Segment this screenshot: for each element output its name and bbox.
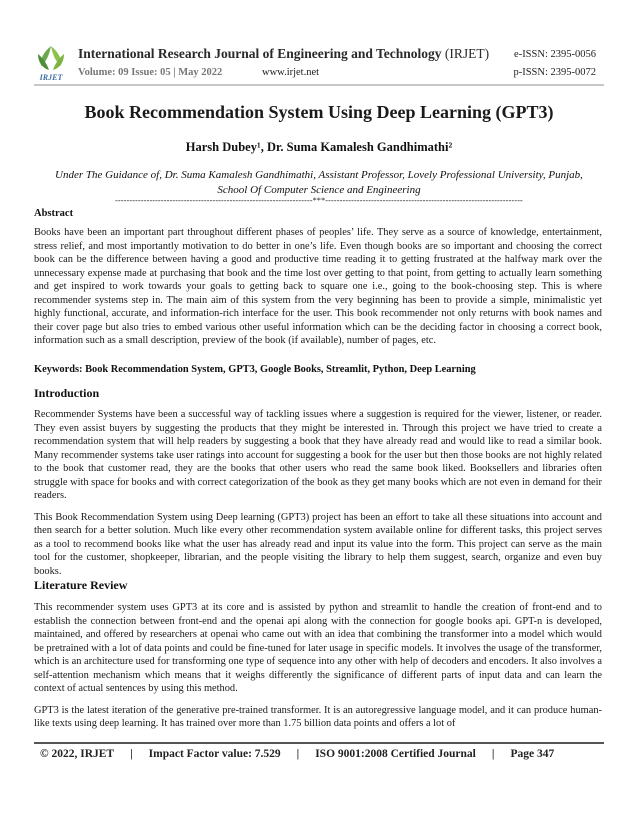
abstract-body <box>34 226 602 348</box>
irjet-logo-icon <box>34 44 68 82</box>
footer-copyright: © 2022, IRJET <box>40 748 115 760</box>
introduction-paragraph-1: Recommender Systems have been a successful way of tackling issues where a suggestion is required for the viewer, listener, or reader. They even assist buyers by suggesting the products that they might be interested in. Through this project we have tried to create a recommendation system that will help readers by suggesting a book that they have already read and would like to read a similar book. Many recommender systems take user ratings into account for suggesting a book for the user but then those books are not highly related to the book that customer read, they are the books that other users who read the same book liked. Booksellers and libraries often struggle with space for books and with correct categorization of the book as they get many books which are not even in demand for their readers. <box>34 409 602 501</box>
pissn: p-ISSN: 2395-0072 <box>513 67 596 78</box>
section-separator: ---------------------------------------------------------------------***--------------------------------------------------------------------- <box>115 197 523 205</box>
journal-abbr: (IRJET) <box>444 46 490 61</box>
footer-separator: | <box>491 748 495 760</box>
eissn: e-ISSN: 2395-0056 <box>514 49 596 60</box>
logo-text: IRJET <box>39 73 63 82</box>
affiliation <box>34 168 604 198</box>
footer-separator: | <box>130 748 133 760</box>
introduction-paragraph-2: This Book Recommendation System using Deep learning (GPT3) project has been an effort to take all these situations into account and then search for a better solution. Much like every other recommendation system available online for different tasks, this project serves as a tool to recommend books like what the user has already read and input its value into the form. This project can serve as the main tool for the customer, shopkeeper, librarian, and the people visiting the library to help them suggest, search, organize and even buy books. <box>34 511 602 577</box>
journal-name <box>78 46 489 62</box>
literature-heading: Literature Review <box>34 578 128 592</box>
footer-iso: ISO 9001:2008 Certified Journal <box>315 748 476 760</box>
keywords: Keywords: Book Recommendation System, GPT3, Google Books, Streamlit, Python, Deep Learning <box>34 364 476 375</box>
footer-separator: | <box>296 748 300 760</box>
introduction-heading: Introduction <box>34 386 100 400</box>
volume-issue: Volume: 09 Issue: 05 | May 2022 <box>78 67 223 78</box>
header-divider <box>34 84 604 86</box>
abstract-heading: Abstract <box>34 208 74 219</box>
literature-paragraph-2: GPT3 is the latest iteration of the generative pre-trained transformer. It is an autoregressive language model, and it can produce human-like texts using deep learning. It has trained over more than 1.75 billion data points and offers a lot of <box>34 704 602 729</box>
footer-impact-factor: Impact Factor value: 7.529 <box>148 748 281 760</box>
literature-paragraph-1: This recommender system uses GPT3 at its core and is assisted by python and streamlit to handle the creation of front-end and to establish the connection between front-end and the openai api along with the connection for google books api. GPT-n is developed, maintained, and offered by researchers at openai who came out with an idea that combining the transformer into a model which would be pretrained with a lot of data points and could be fine-tuned for later usage in specific models. It involves the usage of the transformer, which is an architecture used for transforming one type of sequence into any other with help of decoders and encoders. It also involves a self-attention mechanism which means that it weighs differently the significance of different parts of input data and can learn the context of actual sentences by using this method. <box>34 602 602 694</box>
paper-title: Book Recommendation System Using Deep Learning (GPT3) <box>84 102 554 122</box>
journal-website-link[interactable]: www.irjet.net <box>262 67 320 78</box>
footer-page-number: Page 347 <box>510 748 555 760</box>
paper-authors: Harsh Dubey¹, Dr. Suma Kamalesh Gandhimathi² <box>185 140 453 154</box>
introduction-body <box>34 408 602 578</box>
literature-body <box>34 601 602 731</box>
abstract-paragraph: Books have been an important part throughout different phases of peoples’ life. They serve as a source of knowledge, entertainment, stress relief, and most importantly motivation to do better in one’s life. Even though books are so important and choosing the correct book can be the difference between having a good and productive time reading it to getting frustrated at the halfway mark over the unnecessary expense made at purchasing that book and the time lost over getting to that point, from getting to actually learn something and get inspired to work towards your goals to getting back to square one i.e., going to the book-choosing step. This is where recommender systems step in. The main aim of this system from the very beginning has been to provide a simple, minimalistic yet highly functional, accurate, and information-rich interface for the user. This book recommender not only returns with book names and their cover page but also tries to embed various other useful information which can be the deciding factor in choosing a correct book, information such as a small description, preview of the book (if available), number of pages, etc. <box>34 227 602 346</box>
affiliation-line-1: Under The Guidance of, Dr. Suma Kamalesh Gandhimathi, Assistant Professor, Lovely Professional University, Punjab, <box>55 169 583 181</box>
footer-divider <box>34 742 604 744</box>
page-footer <box>40 748 554 760</box>
affiliation-line-2: School Of Computer Science and Engineering <box>217 184 421 196</box>
journal-name-text: International Research Journal of Engineering and Technology <box>78 46 442 61</box>
